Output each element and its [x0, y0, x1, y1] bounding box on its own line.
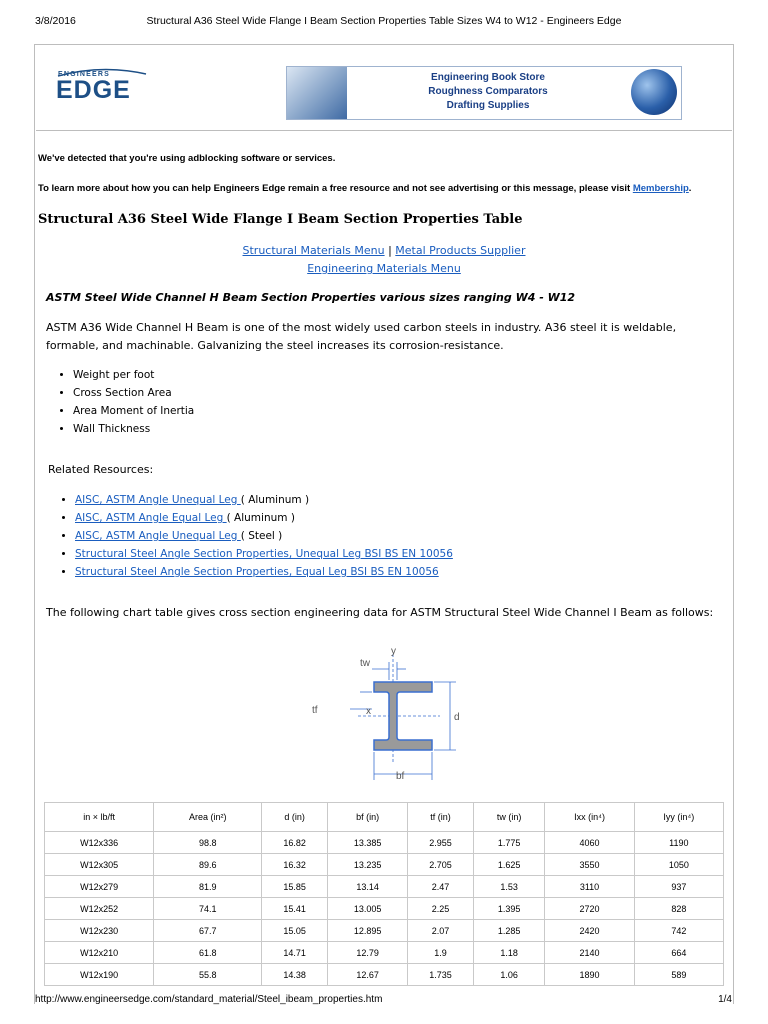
intro-paragraph: ASTM A36 Wide Channel H Beam is one of the most widely used carbon steels in industry. A36 steel it is weldable, formable, and machinable. Galvanizing the steel increases its corrosion-resistance.	[46, 321, 677, 352]
column-header: tw (in)	[473, 803, 544, 832]
list-item	[75, 509, 453, 527]
list-item: • Cross Section Area	[73, 384, 194, 402]
section-subtitle: ASTM Steel Wide Channel H Beam Section Properties various sizes ranging W4 - W12	[46, 291, 576, 304]
related-resources-list	[56, 491, 453, 581]
table-cell: 15.41	[262, 898, 328, 920]
table-cell: 55.8	[154, 964, 262, 986]
features-list	[56, 366, 194, 438]
chart-intro-text: The following chart table gives cross section engineering data for ASTM Structural Steel Wide Channel I Beam as follows:	[46, 606, 714, 619]
menu-separator: |	[388, 244, 392, 257]
column-header: in × lb/ft	[45, 803, 154, 832]
table-cell: 13.005	[328, 898, 408, 920]
table-cell: 3110	[545, 876, 634, 898]
related-suffix: ( Aluminum )	[240, 494, 310, 506]
list-item: • Weight per foot	[73, 366, 194, 384]
table-cell: 15.05	[262, 920, 328, 942]
related-suffix: ( Aluminum )	[226, 512, 295, 524]
table-cell: 2.47	[408, 876, 474, 898]
column-header: bf (in)	[328, 803, 408, 832]
table-cell: 3550	[545, 854, 634, 876]
table-cell: 16.82	[262, 832, 328, 854]
site-banner	[36, 46, 732, 131]
table-row	[45, 898, 724, 920]
page-number: 1/4	[718, 994, 732, 1005]
table-cell: 2.705	[408, 854, 474, 876]
list-item	[75, 491, 453, 509]
table-cell: 98.8	[154, 832, 262, 854]
tw-label: tw	[360, 658, 370, 669]
list-item: • Wall Thickness	[73, 420, 194, 438]
table-cell: 2.07	[408, 920, 474, 942]
y-label: y	[391, 646, 396, 657]
table-row	[45, 854, 724, 876]
table-cell: 742	[634, 920, 723, 942]
table-cell: 2.25	[408, 898, 474, 920]
table-cell: 1.9	[408, 942, 474, 964]
table-cell: 828	[634, 898, 723, 920]
list-item	[75, 527, 453, 545]
beam-properties-table	[44, 802, 724, 986]
table-cell: W12x279	[45, 876, 154, 898]
table-header-row	[45, 803, 724, 832]
table-cell: 1.395	[473, 898, 544, 920]
related-suffix: ( Steel )	[240, 530, 283, 542]
table-cell: W12x305	[45, 854, 154, 876]
adblock-membership-text	[38, 183, 718, 194]
tf-label: tf	[312, 705, 318, 716]
logo-big-text: EDGE	[56, 76, 131, 104]
d-label: d	[454, 712, 460, 723]
table-body	[45, 832, 724, 986]
related-link[interactable]: Structural Steel Angle Section Properties, Equal Leg BSI BS EN 10056	[75, 566, 439, 578]
related-link[interactable]: AISC, ASTM Angle Equal Leg	[75, 512, 227, 524]
ad-line-drafting[interactable]: Drafting Supplies	[446, 100, 530, 111]
table-cell: 1.625	[473, 854, 544, 876]
bf-label: bf	[396, 771, 405, 782]
table-cell: 12.895	[328, 920, 408, 942]
table-row	[45, 876, 724, 898]
table-cell: 2140	[545, 942, 634, 964]
table-cell: 2420	[545, 920, 634, 942]
membership-link[interactable]: Membership	[632, 183, 689, 194]
table-cell: 1.53	[473, 876, 544, 898]
related-link[interactable]: AISC, ASTM Angle Unequal Leg	[75, 530, 241, 542]
print-title: Structural A36 Steel Wide Flange I Beam Section Properties Table Sizes W4 to W12 - Engineers Edge	[146, 15, 622, 27]
ad-line-book-store[interactable]: Engineering Book Store	[431, 72, 545, 83]
gear-image-icon	[287, 67, 347, 119]
page-url: http://www.engineersedge.com/standard_material/Steel_ibeam_properties.htm	[35, 994, 383, 1005]
table-cell: W12x210	[45, 942, 154, 964]
table-cell: 15.85	[262, 876, 328, 898]
table-row	[45, 920, 724, 942]
table-cell: 4060	[545, 832, 634, 854]
engineering-materials-menu-link[interactable]: Engineering Materials Menu	[307, 262, 461, 275]
list-item	[75, 563, 453, 581]
x-label: x	[366, 706, 371, 717]
table-cell: 1190	[634, 832, 723, 854]
table-cell: W12x190	[45, 964, 154, 986]
engineers-edge-logo[interactable]	[56, 68, 148, 112]
table-cell: 1.285	[473, 920, 544, 942]
table-row	[45, 942, 724, 964]
table-cell: 14.71	[262, 942, 328, 964]
structural-materials-menu-link[interactable]: Structural Materials Menu	[242, 244, 385, 257]
related-link[interactable]: Structural Steel Angle Section Properties, Unequal Leg BSI BS EN 10056	[75, 548, 453, 560]
table-cell: 589	[634, 964, 723, 986]
metal-products-supplier-link[interactable]: Metal Products Supplier	[395, 244, 526, 257]
table-cell: W12x252	[45, 898, 154, 920]
column-header: Iyy (in⁴)	[634, 803, 723, 832]
i-beam-diagram	[310, 642, 470, 788]
list-item	[75, 545, 453, 563]
table-row	[45, 964, 724, 986]
table-cell: 16.32	[262, 854, 328, 876]
table-cell: 2.955	[408, 832, 474, 854]
table-cell: 61.8	[154, 942, 262, 964]
column-header: Ixx (in⁴)	[545, 803, 634, 832]
print-date: 3/8/2016	[35, 15, 76, 27]
table-cell: 2720	[545, 898, 634, 920]
table-cell: 1890	[545, 964, 634, 986]
table-cell: W12x230	[45, 920, 154, 942]
adblock-text: To learn more about how you can help Engineers Edge remain a free resource and not see advertising or this message, please visit	[38, 183, 633, 194]
menu-links-row-2	[0, 262, 768, 275]
column-header: tf (in)	[408, 803, 474, 832]
related-resources-label: Related Resources:	[48, 463, 154, 476]
adblock-period: .	[688, 183, 692, 194]
table-cell: 13.385	[328, 832, 408, 854]
table-cell: 89.6	[154, 854, 262, 876]
ad-banner[interactable]	[286, 66, 682, 120]
table-cell: 81.9	[154, 876, 262, 898]
table-cell: W12x336	[45, 832, 154, 854]
table-cell: 14.38	[262, 964, 328, 986]
ad-line-roughness[interactable]: Roughness Comparators	[428, 86, 548, 97]
table-cell: 1.18	[473, 942, 544, 964]
table-cell: 12.67	[328, 964, 408, 986]
table-cell: 1.775	[473, 832, 544, 854]
table-cell: 13.235	[328, 854, 408, 876]
logo-small-text: ENGINEERS	[58, 71, 111, 78]
table-cell: 12.79	[328, 942, 408, 964]
adblock-notice: We've detected that you're using adblocking software or services.	[38, 153, 336, 164]
page-title: Structural A36 Steel Wide Flange I Beam Section Properties Table	[38, 212, 523, 227]
table-cell: 664	[634, 942, 723, 964]
table-cell: 1.735	[408, 964, 474, 986]
table-cell: 1.06	[473, 964, 544, 986]
related-link[interactable]: AISC, ASTM Angle Unequal Leg	[75, 494, 241, 506]
menu-links-row	[0, 244, 768, 257]
list-item: • Area Moment of Inertia	[73, 402, 194, 420]
table-cell: 13.14	[328, 876, 408, 898]
table-row	[45, 832, 724, 854]
table-cell: 67.7	[154, 920, 262, 942]
column-header: Area (in²)	[154, 803, 262, 832]
globe-icon	[631, 69, 677, 115]
column-header: d (in)	[262, 803, 328, 832]
table-cell: 937	[634, 876, 723, 898]
table-cell: 1050	[634, 854, 723, 876]
table-cell: 74.1	[154, 898, 262, 920]
